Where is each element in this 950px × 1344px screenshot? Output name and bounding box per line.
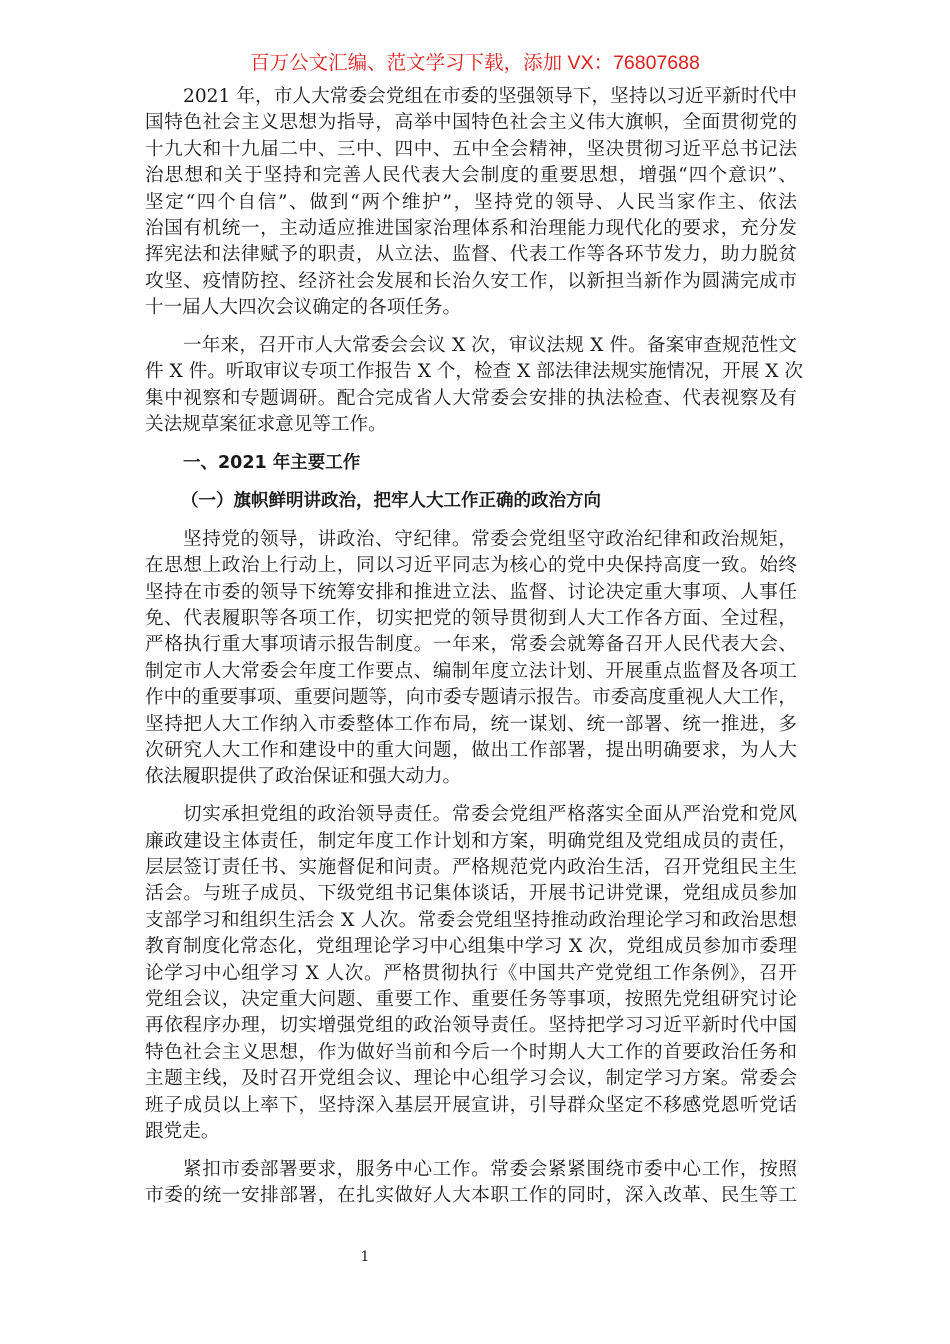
paragraph-line: 一年来，召开市人大常委会会议 X 次，审议法规 X 件。备案审查规范性文 xyxy=(183,335,797,357)
paragraph-line: 主题主线，及时召开党组会议、理论中心组学习会议，制定学习方案。常委会 xyxy=(145,1068,797,1090)
paragraph-line: 教育制度化常态化，党组理论学习中心组集中学习 X 次，党组成员参加市委理 xyxy=(145,936,797,958)
paragraph-line: 坚持在市委的领导下统筹安排和推进立法、监督、讨论决定重大事项、人事任 xyxy=(145,581,797,603)
paragraph-line: 次研究人大工作和建设中的重大问题，做出工作部署，提出明确要求，为人大 xyxy=(145,740,797,762)
paragraph-line: 层层签订责任书、实施督促和问责。严格规范党内政治生活，召开党组民主生 xyxy=(145,857,797,879)
paragraph-line: 党组会议，决定重大问题、重要工作、重要任务等事项，按照先党组研究讨论 xyxy=(145,989,797,1011)
paragraph-line: 作中的重要事项、重要问题等，向市委专题请示报告。市委高度重视人大工作， xyxy=(145,687,797,709)
paragraph-line: 依法履职提供了政治保证和强大动力。 xyxy=(145,766,462,788)
paragraph-line: 攻坚、疫情防控、经济社会发展和长治久安工作，以新担当新作为圆满完成市 xyxy=(145,270,797,292)
paragraph-line: 集中视察和专题调研。配合完成省人大常委会安排的执法检查、代表视察及有 xyxy=(145,387,797,409)
paragraph xyxy=(145,527,797,791)
paragraph-line: 活会。与班子成员、下级党组书记集体谈话，开展书记讲党课，党组成员参加 xyxy=(145,883,797,905)
paragraph-line: 2021 年，市人大常委会党组在市委的坚强领导下，坚持以习近平新时代中 xyxy=(183,86,797,107)
paragraph-line: 严格执行重大事项请示报告制度。一年来，常委会就筹备召开人民代表大会、 xyxy=(145,634,797,656)
paragraph xyxy=(145,84,797,322)
paragraph-line: 件 X 件。听取审议专项工作报告 X 个，检查 X 部法律法规实施情况，开展 X 次 xyxy=(145,361,804,383)
section-heading: 一、2021 年主要工作 xyxy=(183,453,361,474)
paragraph-line: 市委的统一安排部署，在扎实做好人大本职工作的同时，深入改革、民生等工 xyxy=(145,1185,797,1207)
paragraph-line: 论学习中心组学习 X 人次。严格贯彻执行《中国共产党党组工作条例》，召开 xyxy=(145,962,797,984)
paragraph-line: 跟党走。 xyxy=(145,1120,220,1142)
paragraph-line: 挥宪法和法律赋予的职责，从立法、监督、代表工作等各环节发力，助力脱贫 xyxy=(145,244,797,266)
paragraph-line: 国特色社会主义思想为指导，高举中国特色社会主义伟大旗帜，全面贯彻党的 xyxy=(145,112,797,134)
paragraph-line: 免、代表履职等各项工作，切实把党的领导贯彻到人大工作各方面、全过程， xyxy=(145,608,797,630)
paragraph-line: 关法规草案征求意见等工作。 xyxy=(145,414,387,436)
paragraph-line: 坚持党的领导，讲政治、守纪律。常委会党组坚守政治纪律和政治规矩， xyxy=(183,528,797,550)
paragraph-line: 制定市人大常委会年度工作要点、编制年度立法计划、开展重点监督及各项工 xyxy=(145,660,797,682)
paragraph-line: 坚持把人大工作纳入市委整体工作布局，统一谋划、统一部署、统一推进，多 xyxy=(145,713,797,735)
paragraph-line: 坚定“四个自信”、做到“两个维护”，坚持党的领导、人民当家作主、依法 xyxy=(145,191,797,213)
paragraph-line: 紧扣市委部署要求，服务中心工作。常委会紧紧围绕市委中心工作，按照 xyxy=(183,1158,797,1180)
paragraph-line: 十一届人大四次会议确定的各项任务。 xyxy=(145,297,462,319)
paragraph-line: 切实承担党组的政治领导责任。常委会党组严格落实全面从严治党和党风 xyxy=(183,804,797,826)
paragraph-line: 十九大和十九届二中、三中、四中、五中全会精神，坚决贯彻习近平总书记法 xyxy=(145,138,797,160)
page-number: 1 xyxy=(360,1249,370,1265)
paragraph xyxy=(145,333,804,439)
watermark-banner: 百万公文汇编、范文学习下载，添加 VX：76807688 xyxy=(250,52,700,74)
paragraph-line: 治国有机统一，主动适应推进国家治理体系和治理能力现代化的要求，充分发 xyxy=(145,217,797,239)
paragraph-line: 班子成员以上率下，坚持深入基层开展宣讲，引导群众坚定不移感党恩听党话 xyxy=(145,1094,797,1116)
paragraph-line: 特色社会主义思想，作为做好当前和今后一个时期人大工作的首要政治任务和 xyxy=(145,1041,797,1063)
paragraph-line: 廉政建设主体责任，制定年度工作计划和方案，明确党组及党组成员的责任， xyxy=(145,830,797,852)
paragraph-line: 治思想和关于坚持和完善人民代表大会制度的重要思想，增强“四个意识”、 xyxy=(145,165,797,187)
paragraph-line: 再依程序办理，切实增强党组的政治领导责任。坚持把学习习近平新时代中国 xyxy=(145,1015,797,1037)
paragraph-line: 支部学习和组织生活会 X 人次。常委会党组坚持推动政治理论学习和政治思想 xyxy=(145,909,797,931)
section-subheading: （一）旗帜鲜明讲政治，把牢人大工作正确的政治方向 xyxy=(181,491,601,512)
document-body xyxy=(145,84,804,1221)
paragraph xyxy=(145,1157,797,1210)
paragraph-line: 在思想上政治上行动上，同以习近平同志为核心的党中央保持高度一致。始终 xyxy=(145,555,797,577)
paragraph xyxy=(145,802,797,1145)
